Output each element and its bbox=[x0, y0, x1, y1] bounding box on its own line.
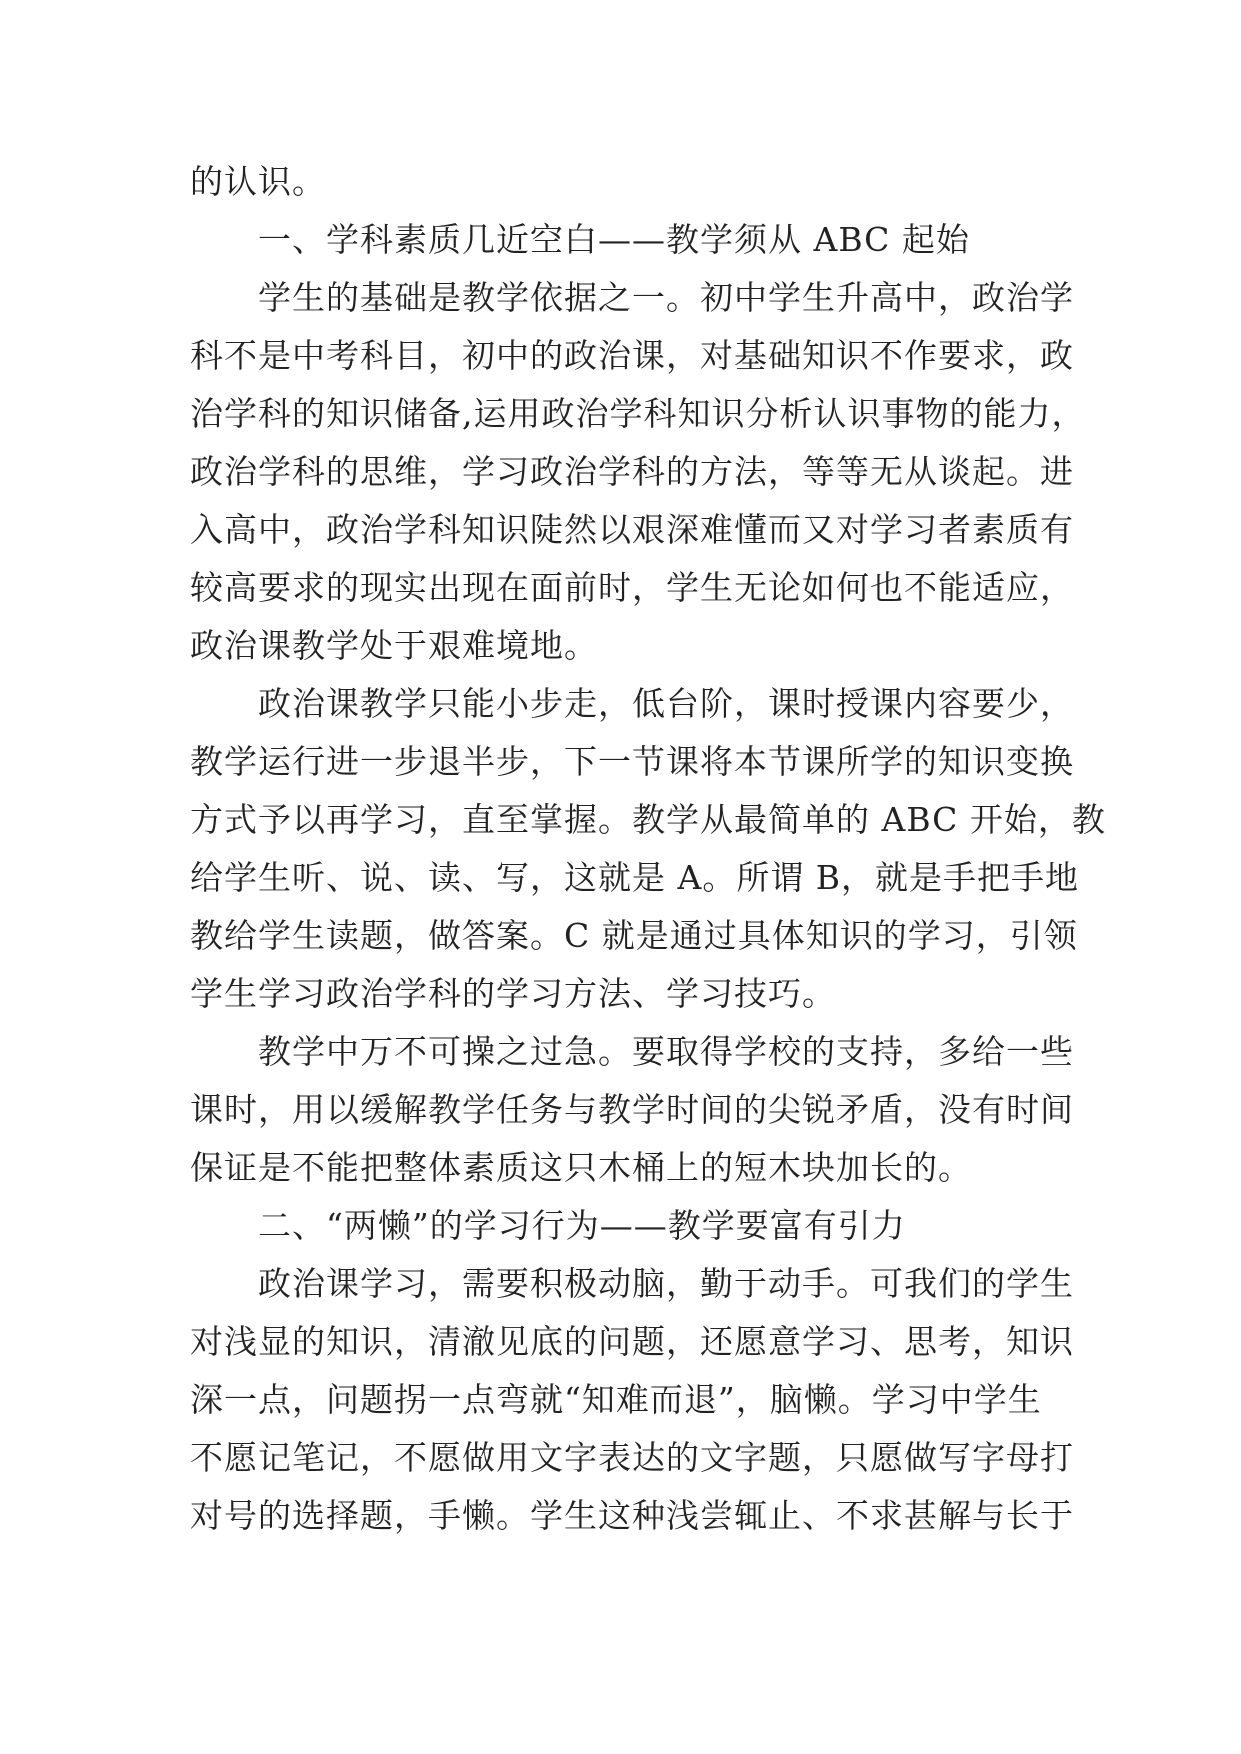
text-line: 政治课教学只能小步走，低台阶，课时授课内容要少， bbox=[258, 684, 1074, 723]
text-line: 给学生听、说、读、写，这就是 A。所谓 B，就是手把手地 bbox=[190, 858, 1080, 897]
text-line: 不愿记笔记，不愿做用文字表达的文字题，只愿做写字母打 bbox=[190, 1438, 1074, 1477]
text-line: 教学运行进一步退半步，下一节课将本节课所学的知识变换 bbox=[190, 742, 1074, 781]
text-line: 政治课教学处于艰难境地。 bbox=[190, 626, 598, 665]
text-line: 入高中，政治学科知识陡然以艰深难懂而又对学习者素质有 bbox=[190, 510, 1074, 549]
text-line: 教学中万不可操之过急。要取得学校的支持，多给一些 bbox=[258, 1032, 1074, 1071]
text-line: 对号的选择题，手懒。学生这种浅尝辄止、不求甚解与长于 bbox=[190, 1496, 1074, 1535]
text-line: 深一点，问题拐一点弯就“知难而退”，脑懒。学习中学生 bbox=[190, 1380, 1042, 1419]
text-line: 治学科的知识储备,运用政治学科知识分析认识事物的能力， bbox=[190, 394, 1086, 433]
document-page bbox=[190, 153, 1106, 1545]
text-line: 教给学生读题，做答案。C 就是通过具体知识的学习，引领 bbox=[190, 916, 1078, 955]
text-line: 学生的基础是教学依据之一。初中学生升高中，政治学 bbox=[258, 278, 1074, 317]
text-line: 课时，用以缓解教学任务与教学时间的尖锐矛盾，没有时间 bbox=[190, 1090, 1074, 1129]
text-line: 保证是不能把整体素质这只木桶上的短木块加长的。 bbox=[190, 1148, 972, 1187]
text-line: 方式予以再学习，直至掌握。教学从最简单的 ABC 开始，教 bbox=[190, 800, 1106, 839]
text-line: 科不是中考科目，初中的政治课，对基础知识不作要求，政 bbox=[190, 336, 1074, 375]
text-line: 政治学科的思维，学习政治学科的方法，等等无从谈起。进 bbox=[190, 452, 1074, 491]
text-line: 政治课学习，需要积极动脑，勤于动手。可我们的学生 bbox=[258, 1264, 1074, 1303]
section-heading-1: 一、学科素质几近空白——教学须从 ABC 起始 bbox=[258, 220, 970, 259]
text-line: 的认识。 bbox=[190, 162, 326, 201]
text-line: 对浅显的知识，清澈见底的问题，还愿意学习、思考，知识 bbox=[190, 1322, 1074, 1361]
section-heading-2: 二、“两懒”的学习行为——教学要富有引力 bbox=[258, 1206, 906, 1245]
text-line: 较高要求的现实出现在面前时，学生无论如何也不能适应， bbox=[190, 568, 1074, 607]
text-line: 学生学习政治学科的学习方法、学习技巧。 bbox=[190, 974, 836, 1013]
